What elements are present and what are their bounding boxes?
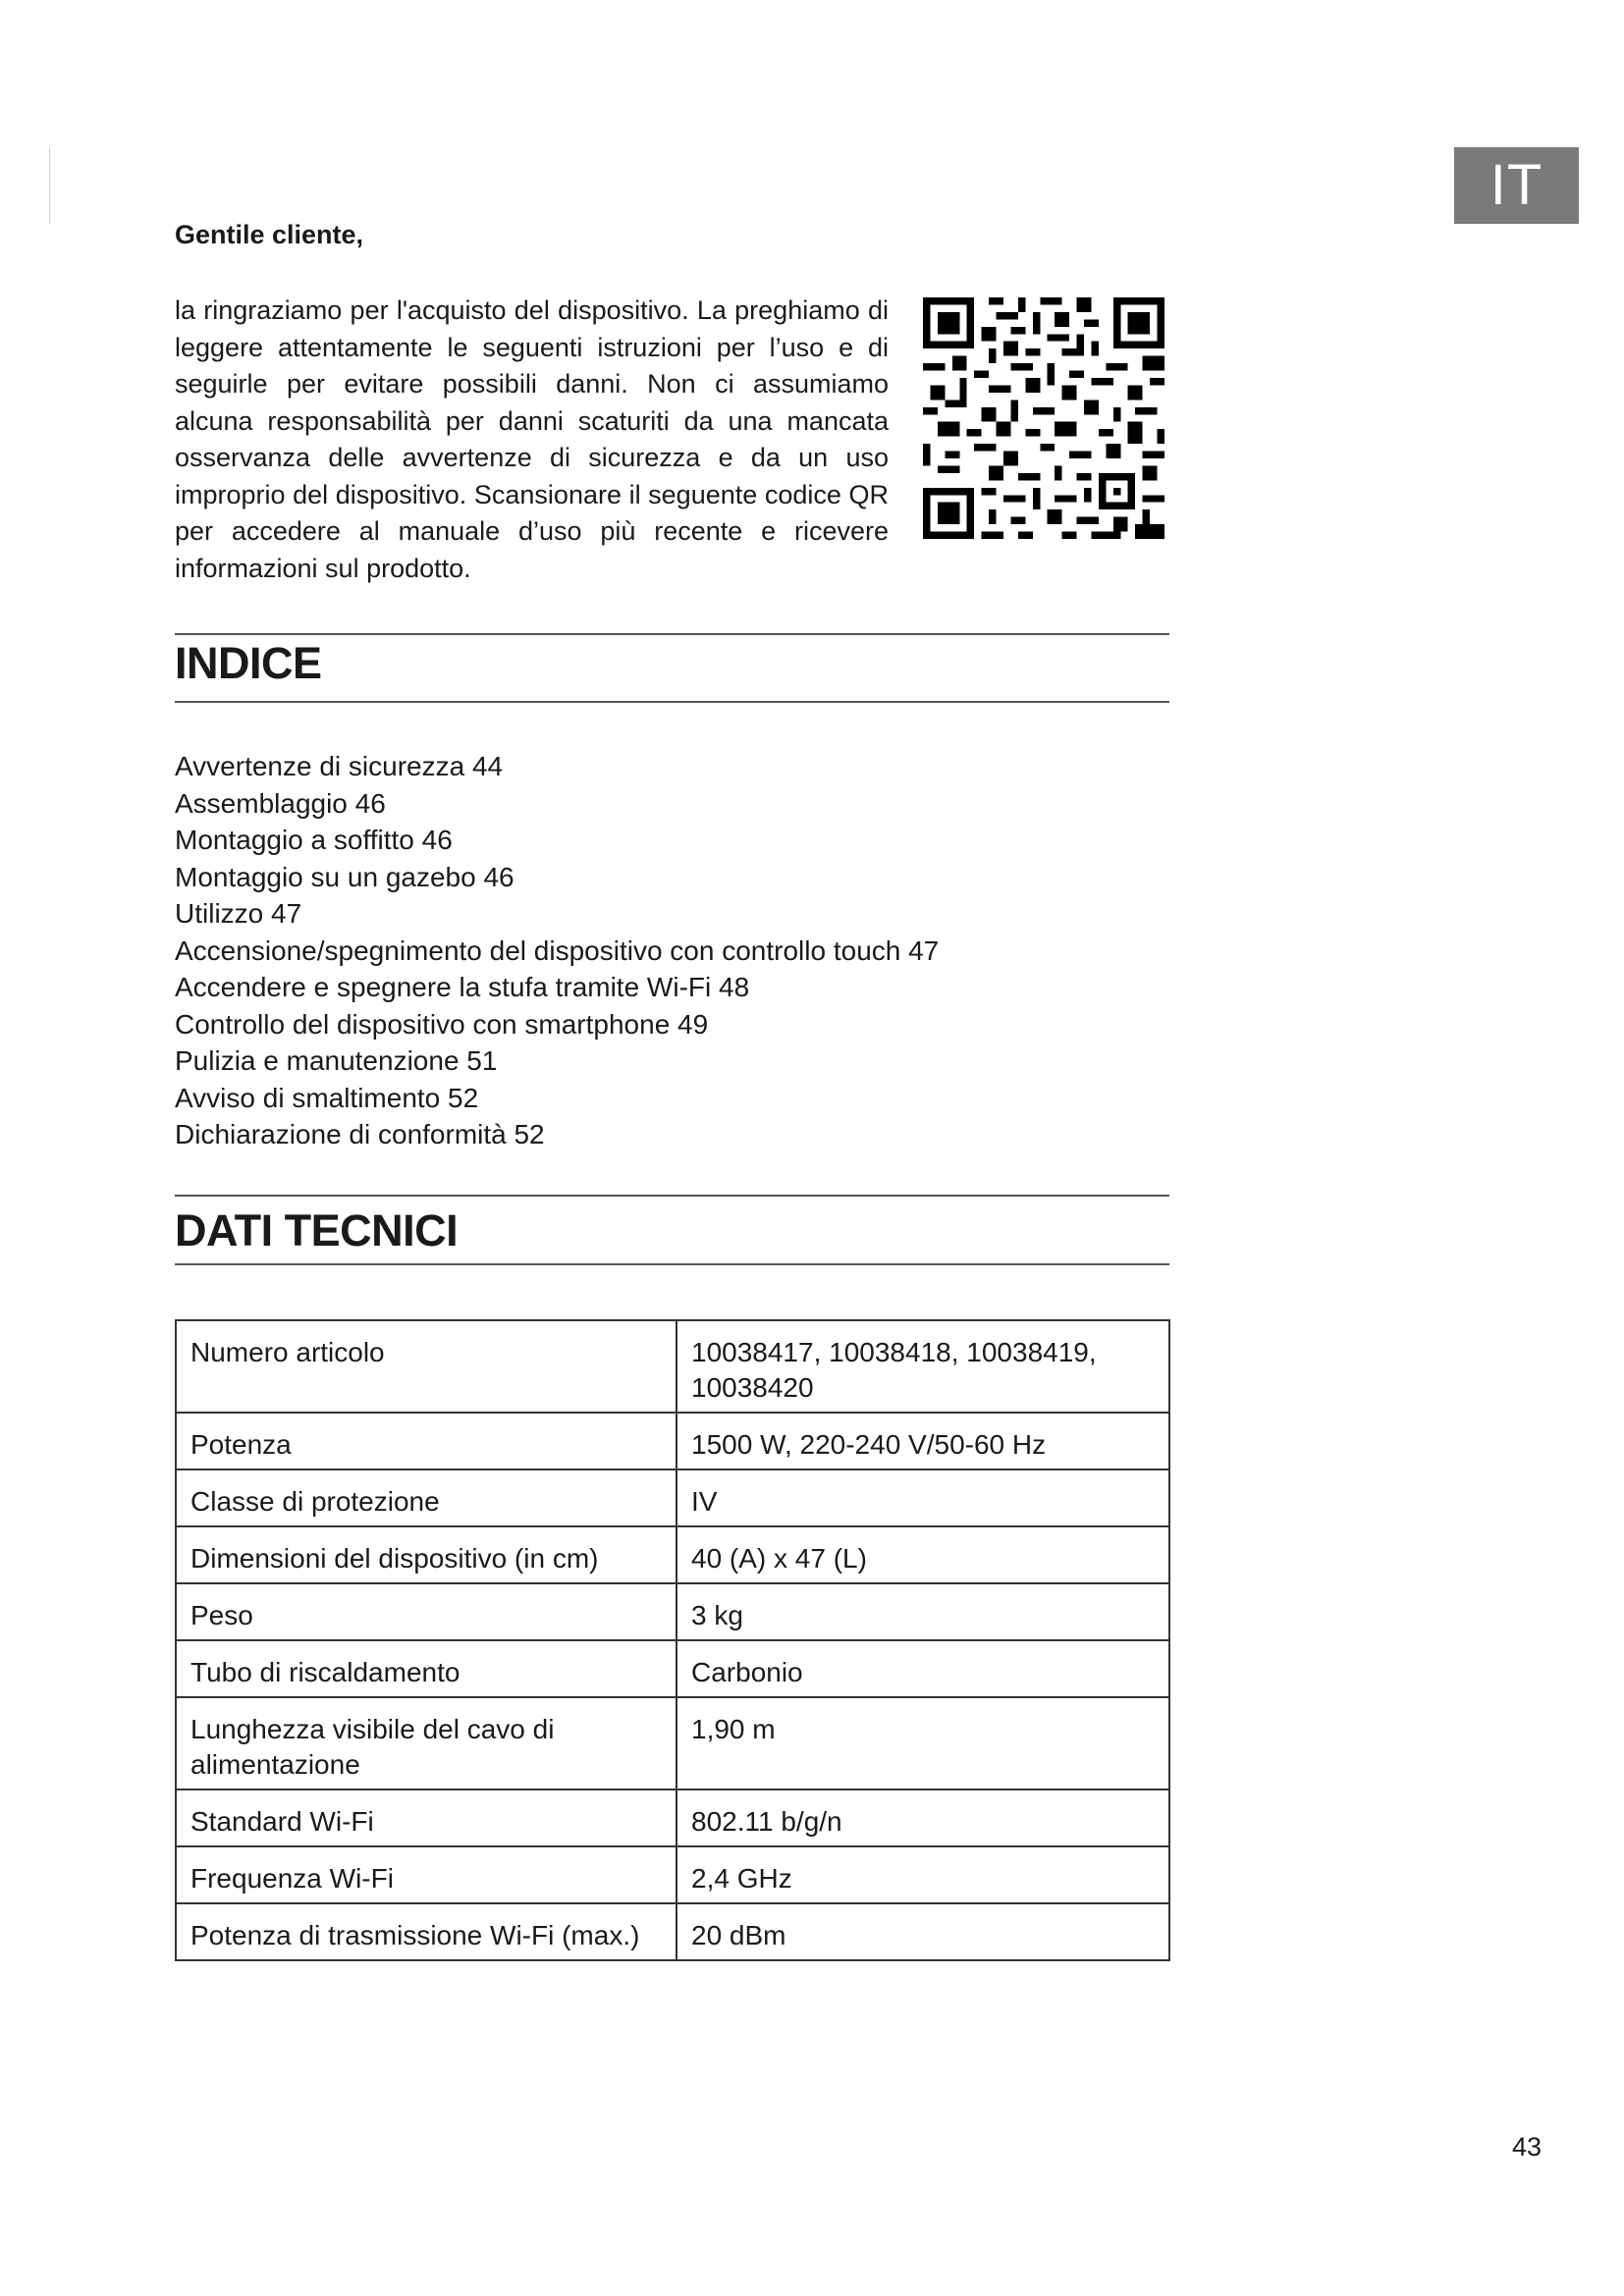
spec-label: Classe di protezione — [176, 1469, 677, 1526]
toc-item: Assemblaggio 46 — [175, 787, 386, 819]
spec-value: 1500 W, 220-240 V/50-60 Hz — [677, 1413, 1169, 1469]
index-title: INDICE — [175, 638, 322, 688]
spec-value: 1,90 m — [677, 1697, 1169, 1789]
greeting: Gentile cliente, — [175, 220, 364, 249]
table-row — [176, 1640, 1169, 1697]
language-tab: IT — [1454, 147, 1579, 224]
table-row — [176, 1526, 1169, 1583]
spec-label: Numero articolo — [176, 1320, 677, 1413]
specs-bottom-rule — [175, 1263, 1169, 1265]
table-row — [176, 1320, 1169, 1413]
toc-item: Accensione/spegnimento del dispositivo con controllo touch 47 — [175, 934, 940, 966]
table-row — [176, 1903, 1169, 1960]
index-top-rule — [175, 633, 1169, 635]
toc-item: Avviso di smaltimento 52 — [175, 1082, 479, 1113]
toc-item: Accendere e spegnere la stufa tramite Wi-Fi 48 — [175, 972, 750, 1002]
table-row — [176, 1583, 1169, 1640]
spec-value: 2,4 GHz — [677, 1846, 1169, 1903]
spec-label: Potenza di trasmissione Wi-Fi (max.) — [176, 1903, 677, 1960]
toc-item: Montaggio su un gazebo 46 — [175, 861, 514, 892]
spec-label: Frequenza Wi-Fi — [176, 1846, 677, 1903]
table-of-contents — [175, 748, 939, 1153]
toc-item: Utilizzo 47 — [175, 898, 302, 929]
intro-paragraph: la ringraziamo per l'acquisto del dispositivo. La preghiamo di leggere attentamente le seguenti istruzioni per l’uso e di seguirle per evitare possibili danni. Non ci assumiamo alcuna responsabilità per danni scaturiti da una mancata osservanza delle avvertenze di sicurezza e da un uso improprio del dispositivo. Scansionare il seguente codice QR per accedere al manuale d’uso più recente e ricevere informazioni sul prodotto. — [175, 295, 889, 583]
toc-item: Dichiarazione di conformità 52 — [175, 1119, 545, 1149]
toc-item: Controllo del dispositivo con smartphone 49 — [175, 1008, 709, 1040]
table-row — [176, 1697, 1169, 1789]
spec-label: Peso — [176, 1583, 677, 1640]
toc-item: Avvertenze di sicurezza 44 — [175, 751, 504, 781]
table-row — [176, 1789, 1169, 1846]
specs-table — [175, 1319, 1170, 1961]
spec-value: 10038417, 10038418, 10038419, 10038420 — [677, 1320, 1169, 1413]
table-row — [176, 1846, 1169, 1903]
spec-label: Tubo di riscaldamento — [176, 1640, 677, 1697]
table-row — [176, 1469, 1169, 1526]
index-bottom-rule — [175, 701, 1169, 703]
page-number: 43 — [1512, 2132, 1543, 2162]
spec-label: Dimensioni del dispositivo (in cm) — [176, 1526, 677, 1583]
margin-line — [49, 147, 50, 224]
spec-value: 20 dBm — [677, 1903, 1169, 1960]
spec-value: 3 kg — [677, 1583, 1169, 1640]
spec-value: 802.11 b/g/n — [677, 1789, 1169, 1846]
spec-value: 40 (A) x 47 (L) — [677, 1526, 1169, 1583]
qr-code-icon — [923, 297, 1164, 539]
specs-top-rule — [175, 1195, 1169, 1197]
spec-value: Carbonio — [677, 1640, 1169, 1697]
spec-label: Potenza — [176, 1413, 677, 1469]
spec-label: Standard Wi-Fi — [176, 1789, 677, 1846]
specs-title: DATI TECNICI — [175, 1205, 459, 1255]
toc-item: Pulizia e manutenzione 51 — [175, 1045, 498, 1076]
table-row — [176, 1413, 1169, 1469]
spec-value: IV — [677, 1469, 1169, 1526]
spec-label: Lunghezza visibile del cavo di alimentazione — [176, 1697, 677, 1789]
toc-item: Montaggio a soffitto 46 — [175, 825, 453, 855]
